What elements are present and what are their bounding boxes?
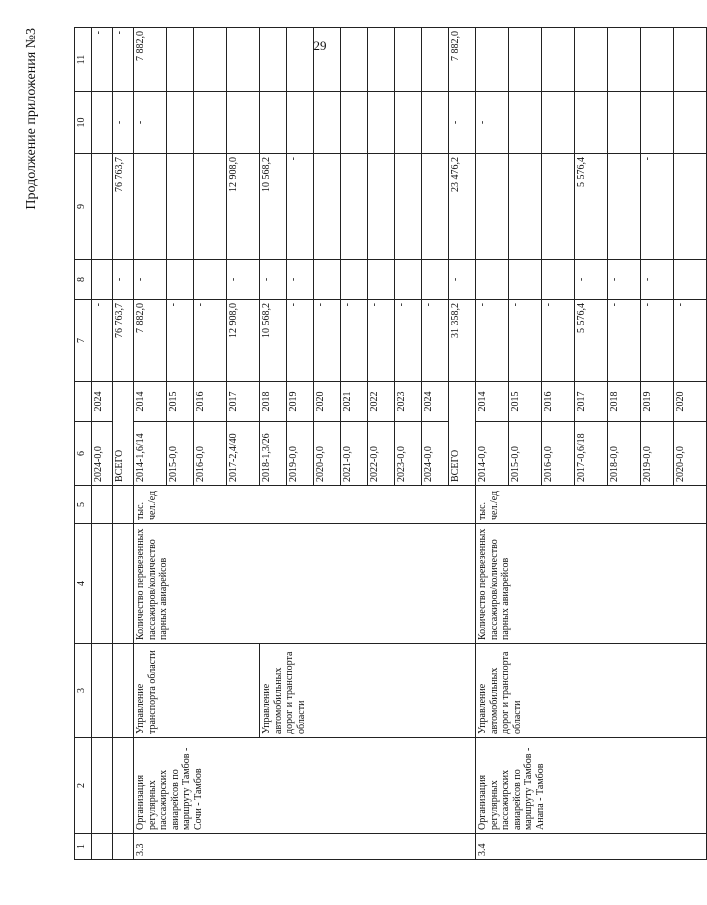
table-cell: 2022 <box>368 382 395 422</box>
table-cell: 2018 <box>260 382 287 422</box>
table-cell <box>422 154 449 260</box>
table-cell <box>113 644 134 738</box>
table-cell: 5 576,4 <box>575 300 608 382</box>
table-cell: 76 763,7 <box>113 300 134 382</box>
table-cell: 2019 <box>641 382 674 422</box>
table-row <box>113 28 134 860</box>
table-cell: - <box>227 260 260 300</box>
table-cell: Организация регулярных пассажирских авиарейсов по маршруту Тамбов - Сочи - Тамбов <box>134 738 476 834</box>
table-cell: - <box>113 260 134 300</box>
table-cell <box>113 834 134 860</box>
table-cell <box>92 486 113 524</box>
table-cell: 2020-0,0 <box>314 422 341 486</box>
table-cell: Количество перевезенных пассажиров/количество парных авиарейсов <box>134 524 476 644</box>
table-cell: 2024 <box>92 382 113 422</box>
table-cell: - <box>575 260 608 300</box>
table-cell <box>314 28 341 92</box>
page-number: 29 <box>313 38 327 53</box>
table-cell: 2024-0,0 <box>92 422 113 486</box>
table-cell: 2020 <box>674 382 707 422</box>
table-cell <box>260 28 287 92</box>
table-cell: 7 882,0 <box>134 300 167 382</box>
table-row <box>476 28 509 860</box>
table-cell: - <box>260 260 287 300</box>
table-cell <box>542 28 575 92</box>
table-cell <box>287 92 314 154</box>
table-cell: 2020 <box>314 382 341 422</box>
table-cell <box>113 524 134 644</box>
table-cell <box>341 260 368 300</box>
table-cell: - <box>287 260 314 300</box>
table-cell: 2016 <box>542 382 575 422</box>
table-cell: 2016-0,0 <box>194 422 227 486</box>
table-cell <box>368 28 395 92</box>
table-cell <box>422 28 449 92</box>
table-cell: 10 <box>75 92 92 154</box>
table-cell: 2023-0,0 <box>395 422 422 486</box>
table-cell <box>368 154 395 260</box>
table-cell <box>395 28 422 92</box>
table-cell: 2015-0,0 <box>509 422 542 486</box>
table-cell: 2018 <box>608 382 641 422</box>
table-cell: - <box>476 300 509 382</box>
table-cell: 3 <box>75 644 92 738</box>
table-cell <box>113 486 134 524</box>
table-cell: 10 568,2 <box>260 154 287 260</box>
table-cell <box>608 92 641 154</box>
table-cell <box>167 260 194 300</box>
table-cell: - <box>287 154 314 260</box>
table-cell <box>92 524 113 644</box>
table-cell: ВСЕГО <box>113 382 134 486</box>
table-cell: Количество перевезенных пассажиров/количество парных авиарейсов <box>476 524 707 644</box>
table-cell: 2023 <box>395 382 422 422</box>
table-cell <box>341 28 368 92</box>
table-cell: - <box>287 300 314 382</box>
table-cell: 2014-1,6/14 <box>134 422 167 486</box>
table-cell <box>422 92 449 154</box>
table-cell: - <box>509 300 542 382</box>
appendix-subtitle: Продолжение приложения №3 <box>24 28 39 210</box>
table-cell: - <box>476 92 509 154</box>
table-cell: 2024-0,0 <box>422 422 449 486</box>
table-cell: - <box>449 260 476 300</box>
table-cell: 7 <box>75 300 92 382</box>
table-cell <box>227 92 260 154</box>
table-cell <box>422 260 449 300</box>
table-cell <box>476 28 509 92</box>
table-cell: - <box>422 300 449 382</box>
table-cell: 11 <box>75 28 92 92</box>
table-cell <box>227 28 260 92</box>
table-cell <box>92 92 113 154</box>
table-cell <box>194 260 227 300</box>
table-cell <box>134 154 167 260</box>
table-cell: - <box>641 154 674 260</box>
table-cell: 5 576,4 <box>575 154 608 260</box>
table-cell: ВСЕГО <box>449 382 476 486</box>
table-cell: - <box>314 300 341 382</box>
table-cell: 2015 <box>509 382 542 422</box>
table-cell: 2017-2,4/40 <box>227 422 260 486</box>
table-cell: 2015 <box>167 382 194 422</box>
table-cell: 7 882,0 <box>134 28 167 92</box>
table-cell <box>75 382 92 422</box>
table-cell <box>395 260 422 300</box>
table-cell <box>674 260 707 300</box>
table-cell <box>395 154 422 260</box>
table-cell: 2020-0,0 <box>674 422 707 486</box>
table-cell: 2014-0,0 <box>476 422 509 486</box>
table-cell: - <box>341 300 368 382</box>
table-cell: 2021-0,0 <box>341 422 368 486</box>
table-cell <box>476 154 509 260</box>
table-cell: 2019 <box>287 382 314 422</box>
table-cell: - <box>92 300 113 382</box>
table-cell: 2014 <box>476 382 509 422</box>
table-cell <box>395 92 422 154</box>
table-cell: 2022-0,0 <box>368 422 395 486</box>
table-cell: 2015-0,0 <box>167 422 194 486</box>
table-cell: - <box>641 300 674 382</box>
table-cell <box>542 154 575 260</box>
table-cell: - <box>368 300 395 382</box>
table-cell <box>167 92 194 154</box>
table-cell: тыс. чел./ед <box>476 486 707 524</box>
table-cell <box>509 28 542 92</box>
table-row <box>134 28 167 860</box>
table-cell <box>575 92 608 154</box>
table-cell <box>608 28 641 92</box>
table-cell <box>167 28 194 92</box>
table-cell <box>92 834 113 860</box>
table-cell: 2016 <box>194 382 227 422</box>
rotated-table-sheet <box>24 28 686 860</box>
table-cell <box>92 260 113 300</box>
table-cell <box>674 154 707 260</box>
table-cell <box>314 260 341 300</box>
table-cell <box>341 92 368 154</box>
table-cell: 2019-0,0 <box>287 422 314 486</box>
table-cell <box>92 154 113 260</box>
table-cell: 2021 <box>341 382 368 422</box>
table-cell: - <box>674 300 707 382</box>
table-cell: 2016-0,0 <box>542 422 575 486</box>
table-cell <box>542 92 575 154</box>
table-cell: 7 882,0 <box>449 28 476 92</box>
table-cell: 31 358,2 <box>449 300 476 382</box>
table-cell <box>92 644 113 738</box>
table-cell: 2 <box>75 738 92 834</box>
table-cell: - <box>449 92 476 154</box>
table-cell: 10 568,2 <box>260 300 287 382</box>
table-cell: 2014 <box>134 382 167 422</box>
table-cell <box>368 260 395 300</box>
table-cell: 3.4 <box>476 834 707 860</box>
table-cell <box>287 28 314 92</box>
table-cell <box>674 92 707 154</box>
table-cell <box>476 260 509 300</box>
table-row <box>260 28 287 860</box>
table-cell: 2017 <box>575 382 608 422</box>
table-row <box>75 28 92 860</box>
table-cell: - <box>92 28 113 92</box>
table-cell <box>113 738 134 834</box>
table-cell: - <box>542 300 575 382</box>
table-cell: 5 <box>75 486 92 524</box>
table-cell: 3.3 <box>134 834 476 860</box>
table-cell: 4 <box>75 524 92 644</box>
table-cell <box>314 154 341 260</box>
table-row <box>92 28 113 860</box>
table-cell: тыс. чел./ед <box>134 486 476 524</box>
table-cell <box>509 260 542 300</box>
table-cell: 9 <box>75 154 92 260</box>
table-cell: Управление транспорта области <box>134 644 260 738</box>
table-cell: 2018-0,0 <box>608 422 641 486</box>
table-cell: 2019-0,0 <box>641 422 674 486</box>
table-cell: - <box>395 300 422 382</box>
table-cell: 23 476,2 <box>449 154 476 260</box>
table-cell <box>641 92 674 154</box>
table-cell: - <box>608 300 641 382</box>
table-cell: 2017 <box>227 382 260 422</box>
table-cell <box>194 154 227 260</box>
table-cell: Организация регулярных пассажирских авиарейсов по маршруту Тамбов - Анапа - Тамбов <box>476 738 707 834</box>
table-cell <box>92 738 113 834</box>
table-cell: - <box>134 92 167 154</box>
table-cell: 12 908,0 <box>227 300 260 382</box>
table-cell: - <box>134 260 167 300</box>
table-cell: - <box>641 260 674 300</box>
table-cell: 1 <box>75 834 92 860</box>
table-cell <box>368 92 395 154</box>
table-cell: 2017-0,6/18 <box>575 422 608 486</box>
table-cell <box>575 28 608 92</box>
table-cell <box>341 154 368 260</box>
table-cell <box>167 154 194 260</box>
table-cell: 2018-1,3/26 <box>260 422 287 486</box>
table-cell <box>194 28 227 92</box>
table-cell: 12 908,0 <box>227 154 260 260</box>
program-table <box>74 27 707 860</box>
table-cell <box>509 92 542 154</box>
table-cell <box>314 92 341 154</box>
table-cell: - <box>113 28 134 92</box>
table-cell: 6 <box>75 422 92 486</box>
table-cell <box>194 92 227 154</box>
table-cell: Управление автомобильных дорог и транспорта области <box>260 644 476 738</box>
table-cell: - <box>113 92 134 154</box>
table-cell <box>608 154 641 260</box>
table-cell <box>641 28 674 92</box>
table-cell <box>542 260 575 300</box>
table-cell: 8 <box>75 260 92 300</box>
table-cell <box>509 154 542 260</box>
table-cell: Управление автомобильных дорог и транспорта области <box>476 644 707 738</box>
table-cell: - <box>194 300 227 382</box>
table-cell: - <box>608 260 641 300</box>
table-cell: 76 763,7 <box>113 154 134 260</box>
table-cell <box>674 28 707 92</box>
table-cell: - <box>167 300 194 382</box>
table-cell: 2024 <box>422 382 449 422</box>
table-cell <box>260 92 287 154</box>
